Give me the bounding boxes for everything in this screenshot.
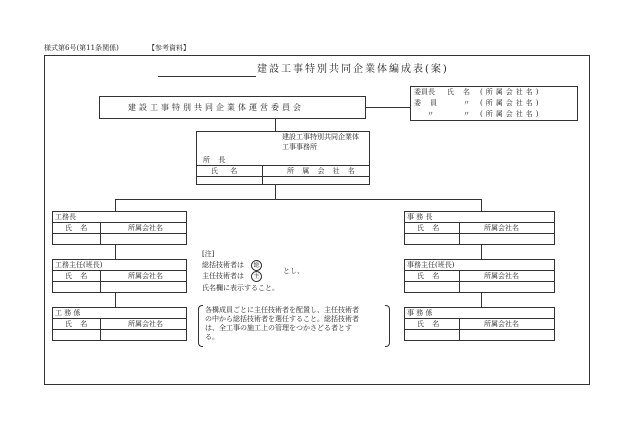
member-chair-label: 委員長 [414,88,435,96]
right-box-3-company-col: 所属会社名 [484,320,519,328]
right-box-2-line-b [404,281,555,282]
right-box-2-title: 事務主任(班長) [407,261,455,269]
office-name-line1: 建設工事特別共同企業体 [282,133,359,141]
left-box-1-line-b [52,233,187,234]
left-box-1-title: 工務長 [55,213,76,221]
office-name-col: 氏 名 [211,167,243,175]
right-box-1-divider [459,222,460,245]
member-company: (所属会社名) [480,99,542,107]
note-para-2: の中から総括技術者を選任すること。総括技術者 [205,315,359,323]
member-label-2: 員 [430,99,437,107]
left-box-3-line-a [52,318,187,319]
member2-ditto-b: 〃 [463,110,470,118]
connector-committee-office [275,119,276,131]
note-para-1: 各構成員ごとに主任技術者を配置し、主任技術者 [205,306,359,314]
committee-label: 建設工事特別共同企業体運営委員会 [128,103,304,112]
left-box-2-line-b [52,281,187,282]
connector-left-3 [115,293,116,307]
notes-line-1: 総括技術者は [202,261,244,269]
right-box-1-name-col: 氏 名 [417,224,443,232]
right-box-3-line-a [404,318,555,319]
member2-ditto-a: 〃 [427,110,434,118]
note-bracket-left [198,305,203,347]
right-box-2-company-col: 所属会社名 [484,272,519,280]
connector-right-1 [481,199,482,211]
left-box-1-divider [100,222,101,245]
right-box-3-line-b [404,329,555,330]
connector-branch [115,199,481,200]
left-box-1-name-col: 氏 名 [65,224,91,232]
circled-mark-total: 総 [251,260,262,271]
members-connector [366,107,410,108]
connector-office-down [275,185,276,199]
notes-line-2: 主任技術者は [202,272,244,280]
right-box-1-title: 事 務 長 [407,213,433,221]
right-box-1-line-a [404,222,555,223]
office-company-col: 所 属 会 社 名 [287,167,358,175]
left-box-3-name-col: 氏 名 [65,320,91,328]
right-box-3-title: 事 務 係 [407,309,433,317]
notes-line-3: 氏名欄に表示すること。 [202,284,279,292]
left-box-1-company-col: 所属会社名 [128,224,163,232]
member-chair-name1: 氏 [447,88,454,96]
left-box-1-line-a [52,222,187,223]
right-box-2-divider [459,270,460,293]
note-bracket-right [385,305,390,347]
right-box-3-divider [459,318,460,341]
title-underline [158,76,256,77]
office-row-line-1 [196,165,370,166]
left-box-3-divider [100,318,101,341]
left-box-2-divider [100,270,101,293]
office-col-divider [262,165,263,185]
right-box-2-line-a [404,270,555,271]
member-chair-company: (所属会社名) [480,88,542,96]
left-box-2-company-col: 所属会社名 [128,272,163,280]
notes-line-to: とし、 [283,267,304,275]
circled-mark-chief: 主 [251,271,262,282]
note-para-4: る。 [205,333,219,341]
member-ditto: 〃 [463,99,470,107]
form-number: 様式第6号(第11条関係) [44,44,119,52]
member-chair-name2: 名 [463,88,470,96]
right-box-2-name-col: 氏 名 [417,272,443,280]
right-box-1-company-col: 所属会社名 [484,224,519,232]
office-chief-label: 所 長 [203,156,229,164]
right-box-1-line-b [404,233,555,234]
connector-right-2 [481,245,482,259]
left-box-3-title: 工 務 係 [55,309,81,317]
connector-left-1 [115,199,116,211]
left-box-2-title: 工務主任(班長) [55,261,103,269]
left-box-2-line-a [52,270,187,271]
reference-label: 【参考資料】 [148,44,190,52]
office-row-line-2 [196,176,370,177]
member2-company: (所属会社名) [480,110,542,118]
office-name-line2: 工事事務所 [282,143,317,151]
notes-heading: [注] [202,250,215,258]
connector-right-3 [481,293,482,307]
note-para-3: は、全工事の施工上の管理をつかさどる者とす [205,324,352,332]
right-box-3-name-col: 氏 名 [417,320,443,328]
member-label-1: 委 [414,99,421,107]
left-box-2-name-col: 氏 名 [65,272,91,280]
left-box-3-company-col: 所属会社名 [128,320,163,328]
page-title: 建設工事特別共同企業体編成表(案) [257,64,449,75]
left-box-3-line-b [52,329,187,330]
connector-left-2 [115,245,116,259]
